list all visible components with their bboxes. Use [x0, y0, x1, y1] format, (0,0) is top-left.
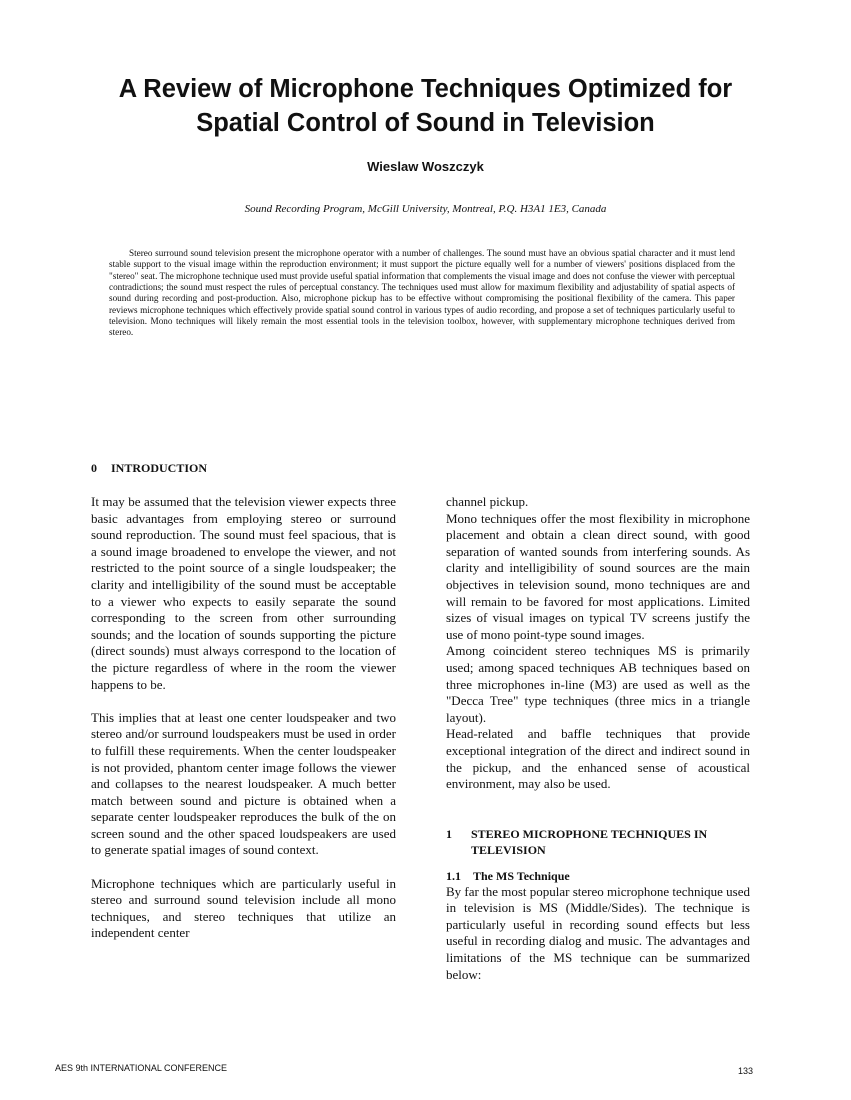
subsection-heading-ms-technique	[446, 868, 750, 884]
body-paragraph: Microphone techniques which are particularly useful in stereo and surround sound television include all mono techniques, and stereo techniques that utilize an independent center	[91, 875, 396, 941]
section-heading-stereo-techniques	[446, 826, 750, 858]
subsection-number: 1.1	[446, 868, 461, 883]
author-name: Wieslaw Woszczyk	[367, 159, 484, 174]
body-paragraph: It may be assumed that the television viewer expects three basic advantages from employing stereo or surround sound reproduction. The sound must feel spacious, that is a sound image broadened to envelope the viewer, and not restricted to the point source of a single loudspeaker; the clarity and intelligibility of the sound must be acceptable to a viewer who expects to easily separate the sound corresponding to the screen from other surrounding sounds; and the location of sounds supporting the picture (direct sounds) must always correspond to the location of the picture regardless of where in the room the viewer happens to be.	[91, 494, 396, 692]
right-column	[446, 494, 750, 983]
body-paragraph: channel pickup.	[446, 494, 529, 509]
section-title-line-2: TELEVISION	[471, 842, 546, 857]
footer-conference: AES 9th INTERNATIONAL CONFERENCE	[55, 1063, 228, 1073]
body-paragraph: Among coincident stereo techniques MS is primarily used; among spaced techniques AB techniques based on three microphones in-line (M3) are used as well as the "Decca Tree" type techniques (three mics in a triangle layout).	[446, 643, 750, 725]
section-title-line-1: STEREO MICROPHONE TECHNIQUES IN	[471, 826, 708, 841]
abstract: Stereo surround sound television present the microphone operator with a number of challenges. The sound must have an obvious spatial character and it must lend stable support to the visual image within the reproduction environment; it must support the picture equally well for a number of viewers' positions displaced from the "stereo" seat. The microphone technique used must provide useful spatial information that complements the visual image and does not confuse the viewer with perceptual contradictions; the sound must respect the rules of perceptual constancy. The techniques used must allow for maximum flexibility and adjustability of spatial aspects of sound during recording and post-production. Also, microphone pickup has to be effective without compromising the positional flexibility of the camera. This paper reviews microphone techniques which effectively provide spatial sound control in various types of audio recording, and propose a set of techniques particularly useful to television. Mono techniques will likely remain the most essential tools in the television toolbox, however, with supplementary microphone techniques derived from stereo.	[109, 248, 735, 338]
left-column	[91, 494, 396, 942]
paper-title-line-1: A Review of Microphone Techniques Optimized for	[118, 75, 733, 103]
paper-title	[40, 72, 811, 140]
body-paragraph: Mono techniques offer the most flexibility in microphone placement and obtain a clean direct sound, with good separation of wanted sounds from interfering sounds. As clarity and intelligibility of sound sources are the main objectives in television sound, mono techniques are and will remain to be favored for most applications. Limited sizes of visual images on typical TV screens justify the use of mono point-type sound images.	[446, 510, 750, 642]
section-title: INTRODUCTION	[111, 461, 208, 475]
body-paragraph: By far the most popular stereo microphone technique used in television is MS (Middle/Sides). The technique is particularly useful in recording sound effects but less useful in recording dialog and music. The advantages and limitations of the MS technique can be summarized below:	[446, 883, 750, 982]
author-affiliation: Sound Recording Program, McGill University, Montreal, P.Q. H3A1 1E3, Canada	[244, 203, 607, 215]
page-number: 133	[738, 1066, 754, 1076]
section-heading-introduction	[91, 461, 207, 476]
paper-title-line-2: Spatial Control of Sound in Television	[196, 109, 655, 137]
subsection-title: The MS Technique	[473, 868, 570, 883]
section-number: 1	[446, 826, 452, 841]
body-paragraph: Head-related and baffle techniques that provide exceptional integration of the direct and indirect sound in the pickup, and the enhanced sense of acoustical environment, may also be used.	[446, 726, 750, 792]
body-paragraph: This implies that at least one center loudspeaker and two stereo and/or surround loudspeakers must be used in order to fulfill these requirements. When the center loudspeaker is not provided, phantom center image follows the viewer and collapses to the nearest loudspeaker. A much better match between sound and picture is obtained when a separate center loudspeaker reproduces the bulk of the on screen sound and the other spaced loudspeakers are used to generate spatial images of sound context.	[91, 709, 396, 858]
section-number: 0	[91, 461, 97, 475]
